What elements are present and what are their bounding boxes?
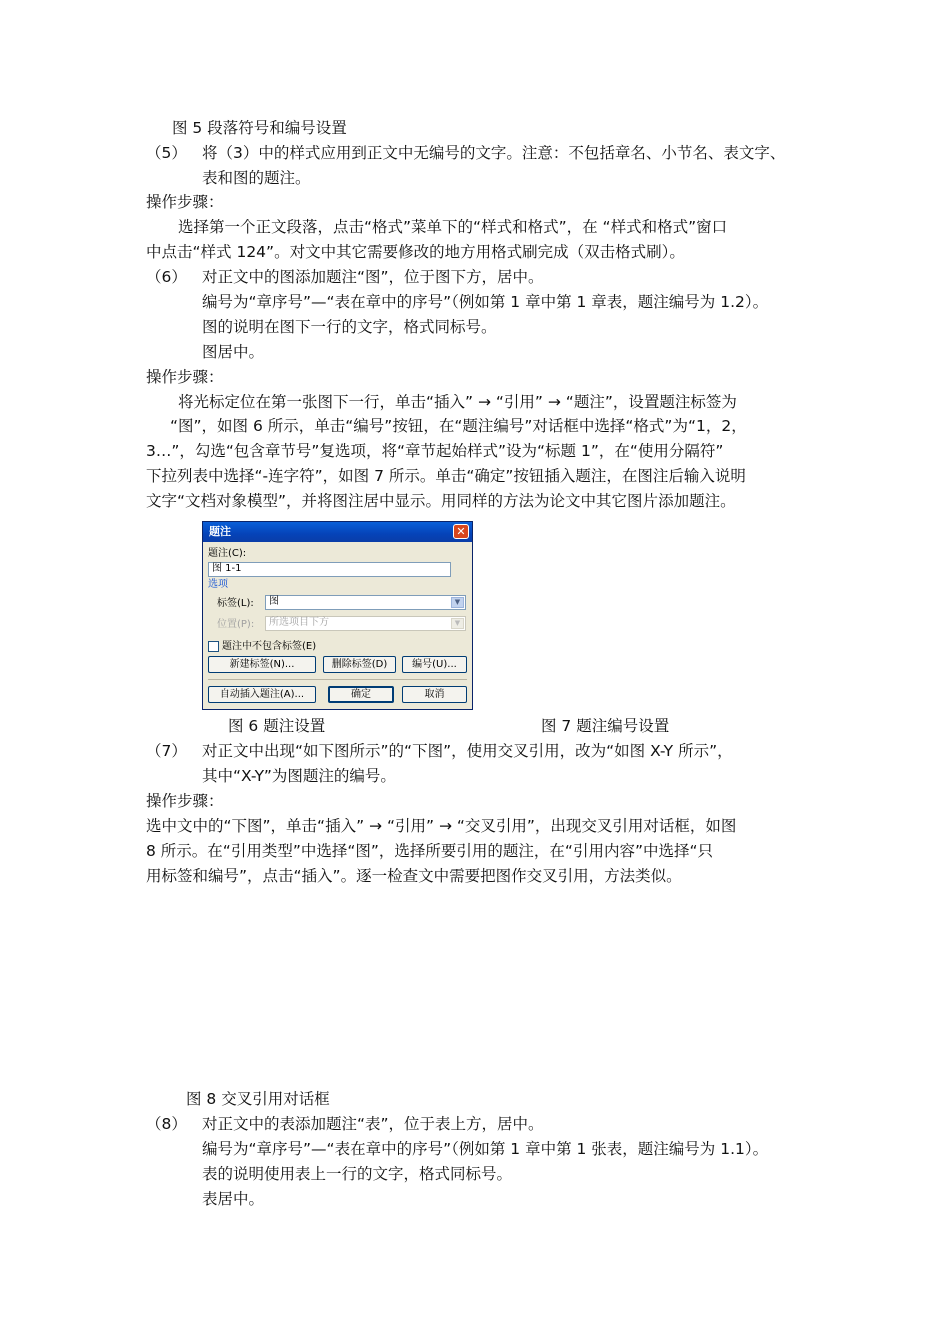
delete-label-button[interactable]: 删除标签(D): [323, 656, 396, 673]
caption-label: 题注(C):: [208, 548, 247, 559]
figure-5-caption: 图 5 段落符号和编号设置: [172, 119, 347, 137]
steps-2-line-4: 下拉列表中选择“-连字符”，如图 7 所示。单击“确定”按钮插入题注，在图注后输入说明: [146, 467, 746, 485]
steps-1-line-2: 中点击“样式 124”。对文中其它需要修改的地方用格式刷完成（双击格式刷）。: [146, 243, 685, 261]
item-6-line-1: 对正文中的图添加题注“图”，位于图下方，居中。: [202, 268, 544, 286]
numbering-button[interactable]: 编号(U)...: [402, 656, 467, 673]
steps-2-line-5: 文字“文档对象模型”，并将图注居中显示。用同样的方法为论文中其它图片添加题注。: [146, 492, 736, 510]
tag-select-value: 图: [269, 596, 279, 607]
item-6-line-2: 编号为“章序号”—“表在章中的序号”（例如第 1 章中第 1 章表，题注编号为 1.2）。: [202, 293, 769, 311]
tag-label: 标签(L):: [217, 598, 254, 609]
exclude-label-text: 题注中不包含标签(E): [222, 641, 317, 652]
item-8-line-3: 表的说明使用表上一行的文字，格式同标号。: [202, 1165, 513, 1183]
ok-button[interactable]: 确定: [328, 686, 394, 703]
exclude-label-checkbox[interactable]: [208, 641, 219, 652]
steps-1-line-1: 选择第一个正文段落，点击“格式”菜单下的“样式和格式”，在 “样式和格式”窗口: [178, 218, 728, 236]
options-group-label: 选项: [208, 579, 228, 590]
steps-2-line-1: 将光标定位在第一张图下一行，单击“插入” → “引用” → “题注”，设置题注标签为: [178, 393, 737, 411]
item-7-number: （7）: [146, 742, 187, 760]
item-8-line-1: 对正文中的表添加题注“表”，位于表上方，居中。: [202, 1115, 544, 1133]
caption-input[interactable]: 图 1-1: [208, 562, 451, 577]
item-5-line-2: 表和图的题注。: [202, 169, 311, 187]
steps-3-line-1: 选中文中的“下图”，单击“插入” → “引用” → “交叉引用”，出现交叉引用对话框，如图: [146, 817, 737, 835]
chevron-down-icon[interactable]: ▼: [451, 618, 464, 629]
position-select-value: 所选项目下方: [269, 617, 329, 628]
item-8-number: （8）: [146, 1115, 187, 1133]
auto-caption-button[interactable]: 自动插入题注(A)...: [208, 686, 316, 703]
steps-3-line-2: 8 所示。在“引用类型”中选择“图”，选择所要引用的题注，在“引用内容”中选择“只: [146, 842, 714, 860]
item-6-line-3: 图的说明在图下一行的文字，格式同标号。: [202, 318, 497, 336]
dialog-divider: [208, 679, 467, 680]
figure-6-caption: 图 6 题注设置: [228, 717, 326, 735]
cancel-button[interactable]: 取消: [402, 686, 467, 703]
figure-7-caption: 图 7 题注编号设置: [541, 717, 670, 735]
position-select[interactable]: [265, 616, 466, 631]
item-6-line-4: 图居中。: [202, 343, 265, 361]
item-5-line-1: 将（3）中的样式应用到正文中无编号的文字。注意：不包括章名、小节名、表文字、: [202, 144, 786, 162]
item-8-line-4: 表居中。: [202, 1190, 265, 1208]
dialog-title-bar: [203, 522, 472, 542]
steps-label-2: 操作步骤：: [146, 368, 224, 386]
chevron-down-icon[interactable]: ▼: [451, 597, 464, 608]
steps-label-3: 操作步骤：: [146, 792, 224, 810]
item-7-line-2: 其中“X-Y”为图题注的编号。: [202, 767, 396, 785]
steps-2-line-3: 3…”，勾选“包含章节号”复选项，将“章节起始样式”设为“标题 1”，在“使用分隔符”: [146, 442, 724, 460]
tag-select[interactable]: [265, 595, 466, 610]
item-8-line-2: 编号为“章序号”—“表在章中的序号”（例如第 1 章中第 1 张表，题注编号为 1.1）。: [202, 1140, 769, 1158]
position-label: 位置(P):: [217, 619, 255, 630]
steps-3-line-3: 用标签和编号”，点击“插入”。逐一检查文中需要把图作交叉引用，方法类似。: [146, 867, 682, 885]
steps-label-1: 操作步骤：: [146, 193, 224, 211]
figure-8-caption: 图 8 交叉引用对话框: [186, 1090, 330, 1108]
dialog-title: 题注: [209, 525, 231, 538]
item-5-number: （5）: [146, 144, 187, 162]
new-label-button[interactable]: 新建标签(N)...: [208, 656, 316, 673]
item-6-number: （6）: [146, 268, 187, 286]
close-icon[interactable]: ✕: [453, 524, 469, 539]
caption-dialog-screenshot: [202, 521, 473, 710]
item-7-line-1: 对正文中出现“如下图所示”的“下图”，使用交叉引用，改为“如图 X-Y 所示”，: [202, 742, 733, 760]
steps-2-line-2: “图”，如图 6 所示，单击“编号”按钮，在“题注编号”对话框中选择“格式”为“1，2，: [170, 417, 747, 435]
